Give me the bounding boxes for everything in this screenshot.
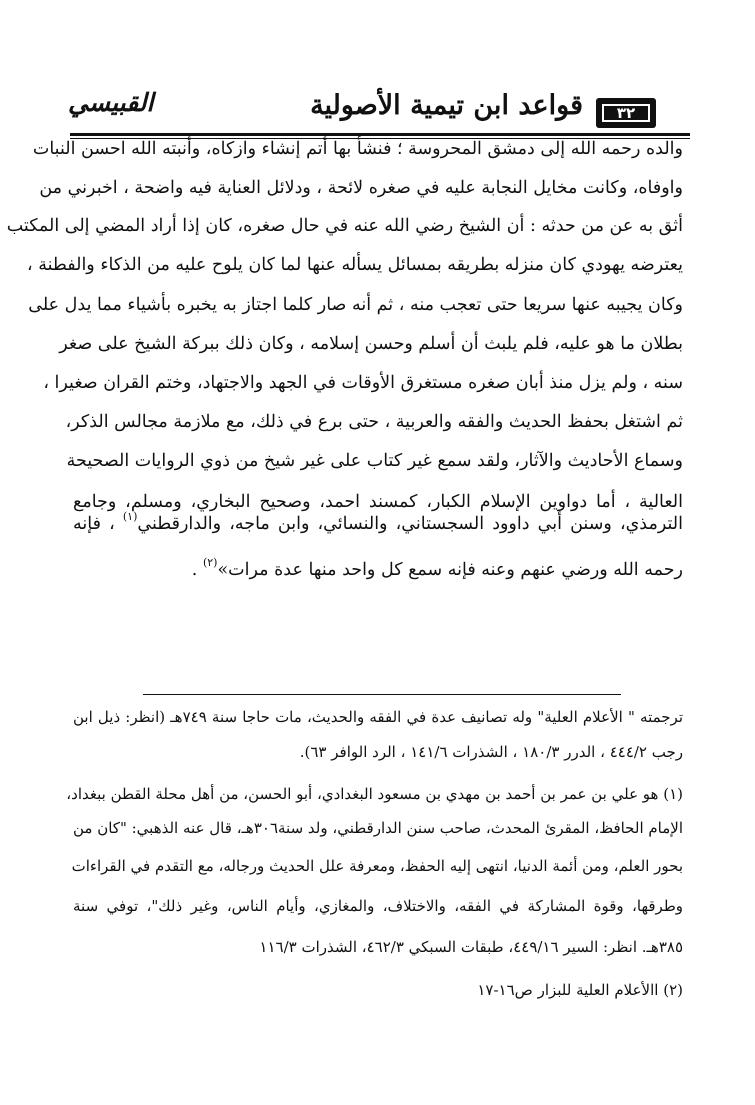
body-line-12-end: . <box>191 560 198 580</box>
body-line: العالية ، أما دواوين الإسلام الكبار، كمسند احمد، وصحيح البخاري، ومسلم، وجامع <box>73 492 683 512</box>
footnote-separator <box>143 694 621 695</box>
body-line-11 <box>73 510 683 536</box>
body-line-12-text: رحمه الله ورضي عنهم وعنه فإنه سمع كل واحد منها عدة مرات» <box>217 560 683 580</box>
running-header-title: قواعد ابن تيمية الأصولية <box>310 90 583 121</box>
footnote-ref-1: (١) <box>122 510 138 523</box>
footnote-line: ترجمته " الأعلام العلية" وله تصانيف عدة في الفقه والحديث، مات حاجا سنة ٧٤٩هـ (انظر: ذيل ابن <box>73 708 683 726</box>
publisher-logo: القبيسي <box>68 88 154 117</box>
footnote-line: (٢) االأعلام العلية للبزار ص١٦-١٧ <box>477 981 683 999</box>
body-line-11-text: الترمذي، وسنن أبي داوود السجستاني، والنسائي، وابن ماجه، والدارقطني <box>137 514 683 534</box>
body-line: وكان يجيبه عنها سريعا حتى تعجب منه ، ثم أنه صار كلما اجتاز به يخبره بأشياء مما يدل على <box>28 295 683 315</box>
footnote-line: ٣٨٥هـ. انظر: السير ٤٤٩/١٦، طبقات السبكي ٤٦٢/٣، الشذرات ١١٦/٣ <box>259 938 683 956</box>
body-line: سنه ، ولم يزل منذ أبان صغره مستغرق الأوقات في الجهد والاجتهاد، وختم القران صغيرا ، <box>43 373 683 393</box>
header-rule <box>70 133 690 136</box>
footnote-line: وطرقها، وقوة المشاركة في الفقه، والاختلاف، والمغازي، وأيام الناس، وغير ذلك"، توفي سنة <box>73 897 683 915</box>
body-line: والده رحمه الله إلى دمشق المحروسة ؛ فنشأ بها أتم إنشاء وازكاه، وأنبته الله احسن النبات <box>32 139 683 159</box>
body-line: وسماع الأحاديث والآثار، ولقد سمع غير كتاب على غير شيخ من ذوي الروايات الصحيحة <box>66 451 683 471</box>
page-number: ٣٢ <box>602 104 650 122</box>
body-line: ثم اشتغل بحفظ الحديث والفقه والعربية ، حتى برع في ذلك، مع ملازمة مجالس الذكر، <box>65 412 683 432</box>
body-line-12 <box>73 556 683 582</box>
body-line: يعترضه يهودي كان منزله بطريقه بمسائل يسأله عنها لما كان يلوح عليه من الذكاء والفطنة ، <box>27 255 683 275</box>
body-line: أثق به عن من حدثه : أن الشيخ رضي الله عنه في حال صغره، كان إذا أراد المضي إلى المكتب <box>6 216 683 236</box>
body-line-11-end: ، فإنه <box>73 514 115 534</box>
body-line: بطلان ما هو عليه، فلم يلبث أن أسلم وحسن إسلامه ، وكان ذلك ببركة الشيخ على صغر <box>59 334 683 354</box>
body-line: واوفاه، وكانت مخايل النجابة عليه في صغره لائحة ، ودلائل العناية فيه واضحة ، اخبرني من <box>39 178 683 198</box>
footnote-line: الإمام الحافظ، المقرئ المحدث، صاحب سنن الدارقطني، ولد سنة٣٠٦هـ، قال عنه الذهبي: "كان من <box>73 819 683 837</box>
footnote-line: بحور العلم، ومن أئمة الدنيا، انتهى إليه الحفظ، ومعرفة علل الحديث ورجاله، مع التقدم في القراءات <box>71 857 683 875</box>
footnote-ref-2: (٢) <box>202 556 218 569</box>
page-number-badge <box>596 98 656 128</box>
footnote-line: (١) هو علي بن عمر بن أحمد بن مهدي بن مسعود البغدادي، أبو الحسن، من أهل محلة القطن ببغداد، <box>66 785 683 803</box>
footnote-line: رجب ٤٤٤/٢ ، الدرر ١٨٠/٣ ، الشذرات ١٤١/٦ ، الرد الوافر ٦٣). <box>299 743 683 761</box>
